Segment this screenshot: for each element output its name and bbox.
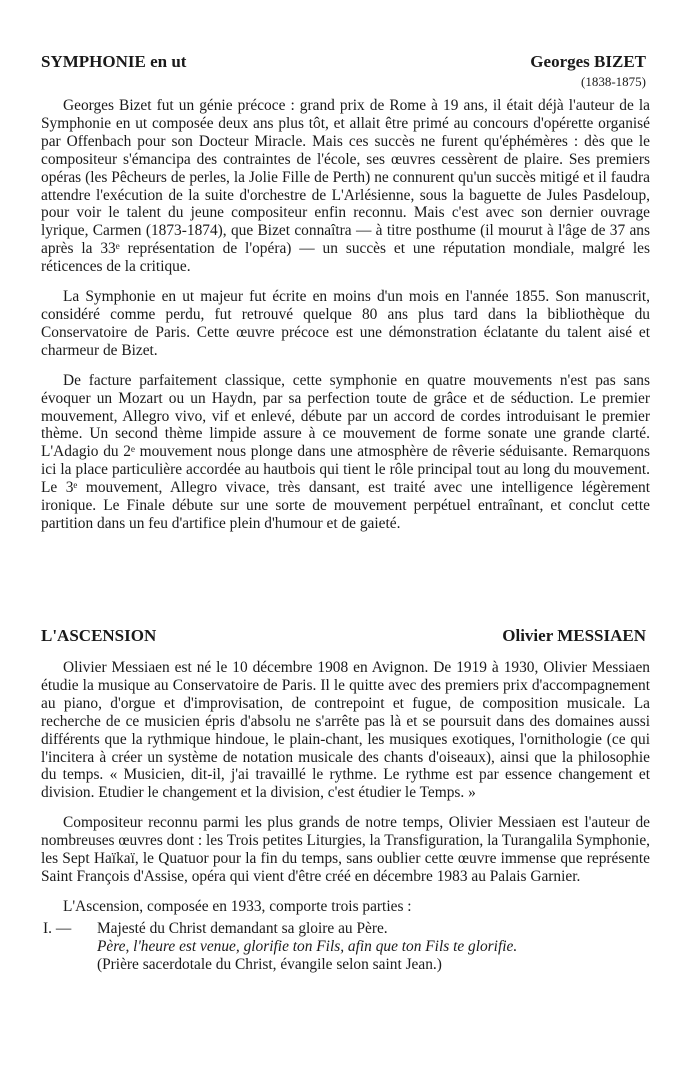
list-item-title: Majesté du Christ demandant sa gloire au Père. — [97, 919, 388, 937]
bizet-text — [41, 97, 650, 545]
list-item-quote: Père, l'heure est venue, glorifie ton Fils, afin que ton Fils te glorifie. — [97, 937, 518, 955]
parts-list — [41, 920, 650, 974]
paragraph: Olivier Messiaen est né le 10 décembre 1908 en Avignon. De 1919 à 1930, Olivier Messiaen étudie la musique au Conservatoire de Paris. Il le quitte avec des premiers prix d'accompagnement au piano, d'orgue et d'improvisation, de contrepoint et fugue, de composition musicale. La recherche de ce musicien épris d'absolu ne s'arrête pas là et se poursuit dans des domaines aussi différents que la rythmique hindoue, le plain-chant, les musiques exotiques, l'ornithologie (ce qui l'incitera à créer un système de notation musicale des chants d'oiseaux), ainsi que la philosophie du temps. « Musicien, dit-il, j'ai travaillé le rythme. Le rythme est par essence changement et division. Etudier le changement et la division, c'est étudier le Temps. » — [41, 659, 650, 802]
work-title: SYMPHONIE en ut — [41, 52, 187, 71]
messiaen-text — [41, 659, 650, 974]
list-item — [41, 920, 650, 974]
list-item-number: I. — — [43, 919, 72, 937]
paragraph: L'Ascension, composée en 1933, comporte trois parties : — [63, 897, 412, 915]
list-item-source: (Prière sacerdotale du Christ, évangile selon saint Jean.) — [97, 955, 442, 973]
composer-name: Georges BIZET — [530, 52, 646, 71]
paragraph: Georges Bizet fut un génie précoce : grand prix de Rome à 19 ans, il était déjà l'auteur de la Symphonie en ut composée deux ans plus tôt, et allait être primé au concours d'opérette organisé par Offenbach pour son Docteur Miracle. Mais ces succès ne furent qu'éphémères : dès que le compositeur s'émancipa des contraintes de l'école, ses œuvres cessèrent de plaire. Ses premiers opéras (les Pêcheurs de perles, la Jolie Fille de Perth) ne connurent qu'un succès mitigé et il faudra attendre l'exécution de la suite d'orchestre de L'Arlésienne, sous la baguette de Jules Pasdeloup, pour voir le talent du jeune compositeur enfin reconnu. Mais c'est avec son dernier ouvrage lyrique, Carmen (1873-1874), que Bizet connaîtra — à titre posthume (il mourut à l'âge de 37 ans après la 33ᵉ représentation de l'opéra) — un succès et une réputation mondiale, malgré les réticences de la critique. — [41, 97, 650, 276]
paragraph: La Symphonie en ut majeur fut écrite en moins d'un mois en l'année 1855. Son manuscrit, considéré comme perdu, fut retrouvé quelque 80 ans plus tard dans la bibliothèque du Conservatoire de Paris. Cette œuvre précoce est une démonstration éclatante du talent aisé et charmeur de Bizet. — [41, 288, 650, 359]
work-title: L'ASCENSION — [41, 626, 157, 645]
composer-name: Olivier MESSIAEN — [502, 626, 646, 645]
paragraph: De facture parfaitement classique, cette symphonie en quatre mouvements n'est pas sans évoquer un Mozart ou un Haydn, par sa perfection toute de grâce et de séduction. Le premier mouvement, Allegro vivo, vif et enlevé, débute par un accord de cordes introduisant le premier thème. Un second thème limpide assure à ce mouvement de forme sonate une grande clarté. L'Adagio du 2ᵉ mouvement nous plonge dans une atmosphère de rêverie séduisante. Remarquons ici la place particulière accordée au hautbois qui tient le rôle principal tout au long du mouvement. Le 3ᵉ mouvement, Allegro vivace, très dansant, est traité avec une intelligence légèrement ironique. Le Finale débute sur une sorte de mouvement perpétuel entraînant, et conclut cette partition dans un feu d'artifice plein d'humour et de gaieté. — [41, 371, 650, 532]
composer-dates: (1838-1875) — [581, 74, 646, 89]
paragraph: Compositeur reconnu parmi les plus grands de notre temps, Olivier Messiaen est l'auteur de nombreuses œuvres dont : les Trois petites Liturgies, la Transfiguration, la Turangalila Symphonie, les Sept Haïkaï, le Quatuor pour la fin du temps, sans oublier cette œuvre immense que représente Saint François d'Assise, opéra qui vient d'être créé en décembre 1983 au Palais Garnier. — [41, 814, 650, 885]
